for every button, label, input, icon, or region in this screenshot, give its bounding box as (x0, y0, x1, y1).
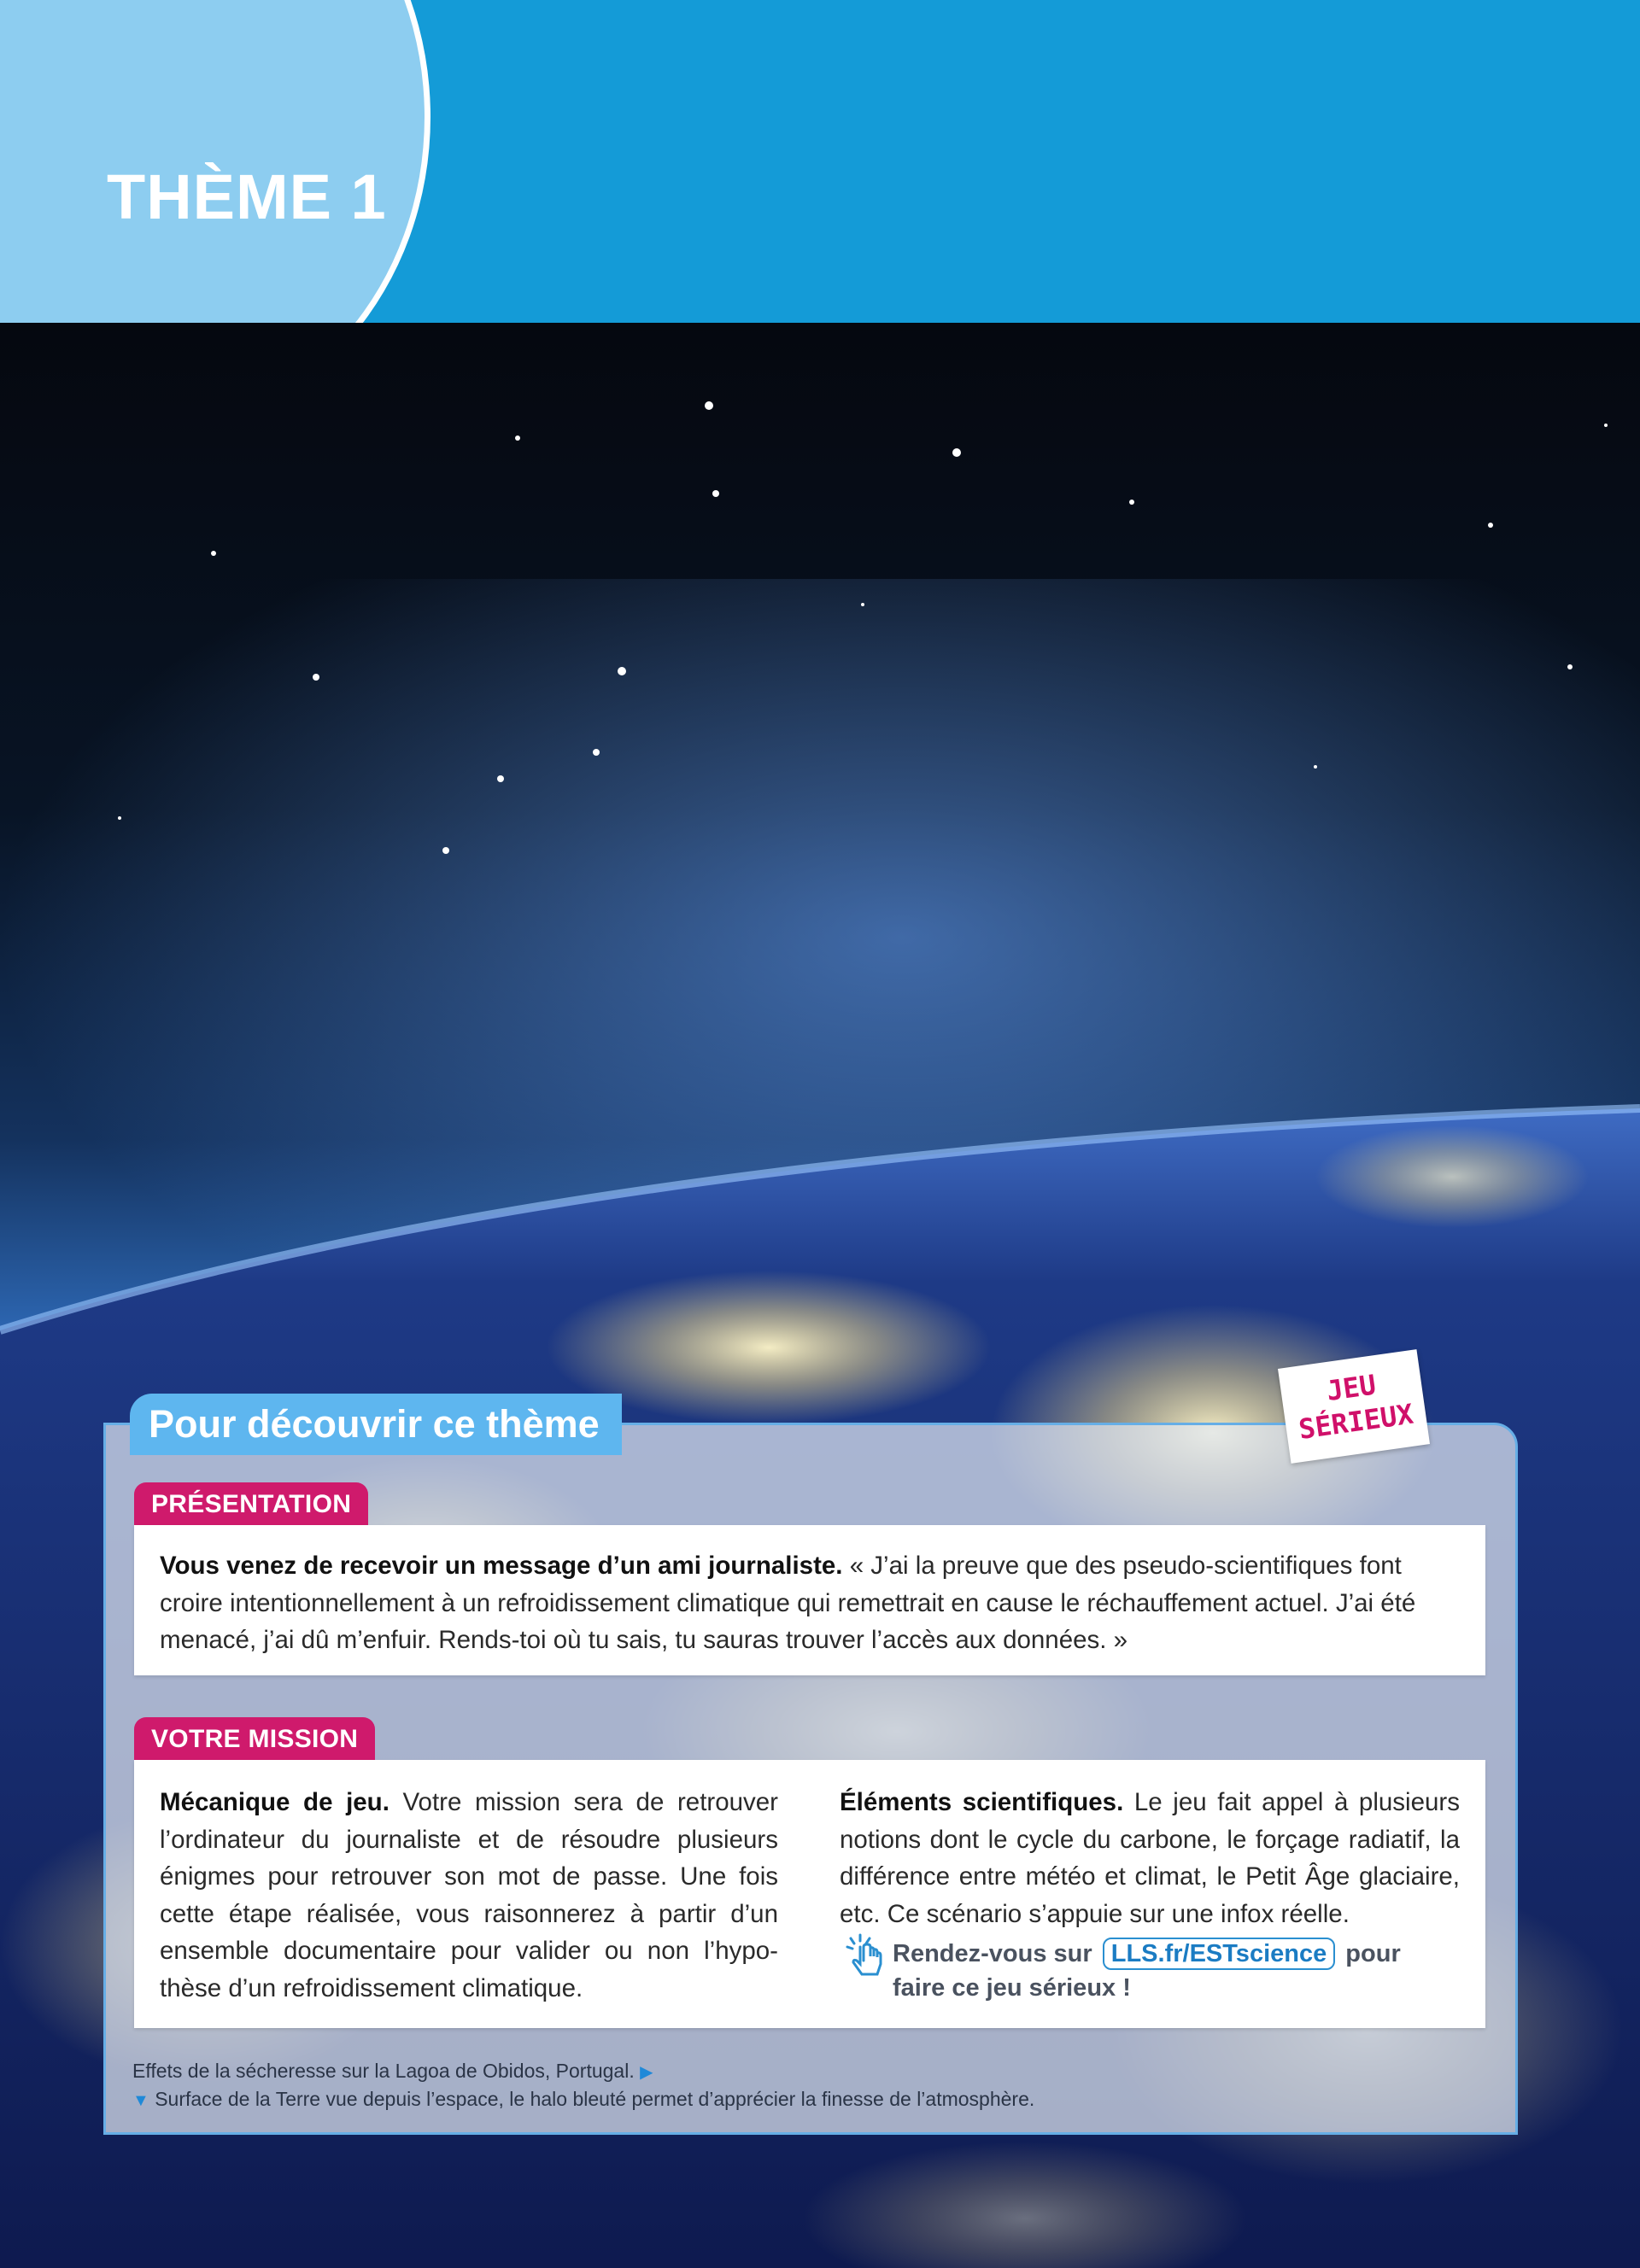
badge-line-2: SÉRIEUX (1297, 1397, 1415, 1447)
presentation-box (134, 1525, 1485, 1675)
mechanics-lead: Mécanique de jeu. (160, 1788, 390, 1816)
game-call-to-action (840, 1937, 1438, 2014)
arrow-right-icon: ▶ (640, 2063, 653, 2082)
cta-text (893, 1937, 1439, 2005)
game-link[interactable]: LLS.fr/ESTscience (1103, 1938, 1336, 1970)
arrow-down-icon: ▼ (132, 2091, 149, 2110)
cta-before: Rendez-vous sur (893, 1940, 1092, 1967)
theme-title: THÈME 1 (107, 161, 387, 232)
presentation-body: « J’ai la preuve que des pseudo-scientifiques font croire intentionnellement à un refroidissement climatique qui remettrait en cause le réchauffement actuel. J’ai été menacé, j’ai dû m’enfuir. Rends-toi où tu sais, tu sauras trouver l’accès aux données. » (160, 1552, 1416, 1654)
mission-tag: VOTRE MISSION (134, 1717, 375, 1760)
mission-box (134, 1760, 1485, 2028)
presentation-text (160, 1547, 1460, 1659)
card-title: Pour découvrir ce thème (130, 1394, 622, 1455)
serious-game-badge (1278, 1349, 1430, 1464)
caption-drought (132, 2058, 653, 2085)
pointing-hand-icon (843, 1932, 891, 1979)
science-body: Le jeu fait appel à plusieurs notions dont le cycle du carbone, le forçage radiatif, la différence entre météo et climat, le Petit Âge glaciaire, etc. Ce scénario s’appuie sur une infox réelle. (840, 1788, 1460, 1928)
presentation-lead: Vous venez de recevoir un message d’un ami journaliste. (160, 1552, 843, 1580)
cta-after: pour faire ce jeu sérieux ! (893, 1940, 1401, 2002)
presentation-tag: PRÉSENTATION (134, 1482, 368, 1525)
caption-drought-text: Effets de la sécheresse sur la Lagoa de Obidos, Portugal. (132, 2060, 635, 2082)
caption-earth (132, 2086, 1034, 2113)
mission-science-elements (840, 1784, 1460, 1932)
badge-line-1: JEU (1324, 1368, 1379, 1408)
science-lead: Éléments scientifiques. (840, 1788, 1124, 1816)
caption-earth-text: Surface de la Terre vue depuis l’espace, le halo bleuté permet d’apprécier la finesse de l’atmosphère. (155, 2088, 1035, 2110)
mission-game-mechanics (160, 1784, 778, 2007)
mechanics-body: Votre mission sera de retrouver l’ordinateur du journaliste et de résoudre plusieurs énigmes pour retrouver son mot de passe. Une fois cette étape réalisée, vous raisonnerez à partir d’un ensemble documentaire pour valider ou non l’hypothèse d’un refroidissement climatique. (160, 1788, 779, 2002)
